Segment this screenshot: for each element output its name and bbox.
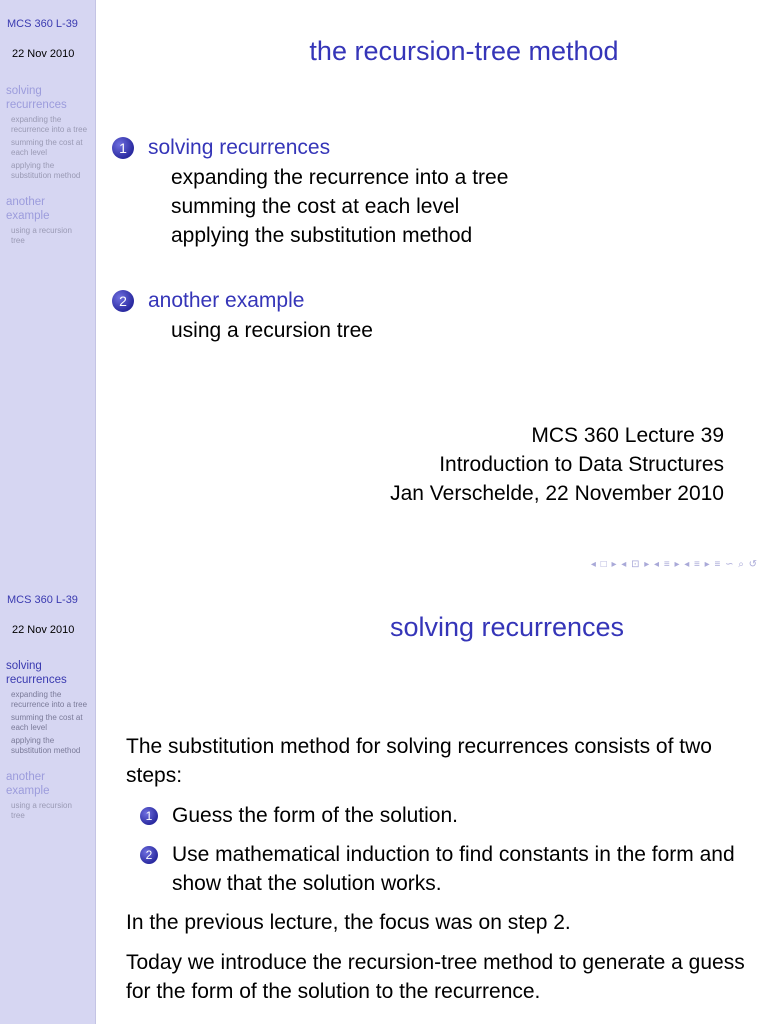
step-item: 2 Use mathematical induction to find constants in the form and show that the solution works. — [140, 840, 746, 898]
sidebar-sub-applying[interactable]: applying the substitution method — [11, 161, 81, 180]
sidebar-sub-expanding[interactable]: expanding the recurrence into a tree — [11, 690, 88, 709]
sidebar-section-solving-recurrences[interactable]: solving recurrences — [6, 660, 67, 686]
table-of-contents — [112, 133, 508, 345]
sidebar-sub-recursion-tree[interactable]: using a recursion tree — [11, 801, 72, 820]
steps-list — [126, 801, 746, 898]
sidebar-sub-recursion-tree[interactable]: using a recursion tree — [11, 226, 72, 245]
section-number-ball-icon: 2 — [112, 290, 134, 312]
toc-item[interactable]: summing the cost at each level — [171, 195, 460, 218]
intro-paragraph: The substitution method for solving recurrences consists of two steps: — [126, 735, 712, 787]
sidebar-section-another-example[interactable]: another example — [6, 771, 50, 797]
slide-body — [126, 732, 746, 1017]
sidebar-sub-summing[interactable]: summing the cost at each level — [11, 713, 83, 732]
slide-heading: solving recurrences — [389, 612, 625, 642]
sidebar-date: 22 Nov 2010 — [12, 48, 75, 60]
paragraph-today: Today we introduce the recursion-tree method to generate a guess for the form of the solution to the recurrence. — [126, 951, 745, 1003]
slide-title-heading: the recursion-tree method — [309, 36, 619, 66]
slide-solving-recurrences — [0, 576, 768, 1024]
paragraph-previous-lecture: In the previous lecture, the focus was on step 2. — [126, 911, 571, 934]
sidebar-course[interactable]: MCS 360 L-39 — [7, 594, 78, 606]
sidebar-course[interactable]: MCS 360 L-39 — [7, 18, 78, 30]
step-number-ball-icon: 2 — [140, 846, 158, 864]
sidebar-sub-applying[interactable]: applying the substitution method — [11, 736, 81, 755]
step-number-ball-icon: 1 — [140, 807, 158, 825]
sidebar-sub-expanding[interactable]: expanding the recurrence into a tree — [11, 115, 88, 134]
toc-section-2[interactable]: 2 another example — [112, 286, 508, 316]
sidebar-sub-summing[interactable]: summing the cost at each level — [11, 138, 83, 157]
toc-section-1[interactable]: 1 solving recurrences — [112, 133, 508, 163]
toc-item[interactable]: expanding the recurrence into a tree — [171, 166, 509, 189]
sidebar-nav — [6, 84, 92, 246]
step-item: 1 Guess the form of the solution. — [140, 801, 746, 830]
section-number-ball-icon: 1 — [112, 137, 134, 159]
toc-item[interactable]: using a recursion tree — [171, 319, 373, 342]
sidebar — [0, 0, 96, 576]
author-block: MCS 360 Lecture 39 Introduction to Data Structures Jan Verschelde, 22 November 2010 — [390, 424, 724, 505]
sidebar-date: 22 Nov 2010 — [12, 624, 75, 636]
sidebar — [0, 576, 96, 1024]
sidebar-section-another-example[interactable]: another example — [6, 196, 50, 222]
beamer-navigation-icons[interactable]: ◂ □ ▸ ◂ ⊡ ▸ ◂ ≡ ▸ ◂ ≡ ▸ ≡ ∽ ⌕ ↺ — [590, 559, 758, 570]
sidebar-section-solving-recurrences[interactable]: solving recurrences — [6, 85, 67, 111]
toc-item[interactable]: applying the substitution method — [171, 224, 473, 247]
sidebar-nav — [6, 659, 92, 821]
